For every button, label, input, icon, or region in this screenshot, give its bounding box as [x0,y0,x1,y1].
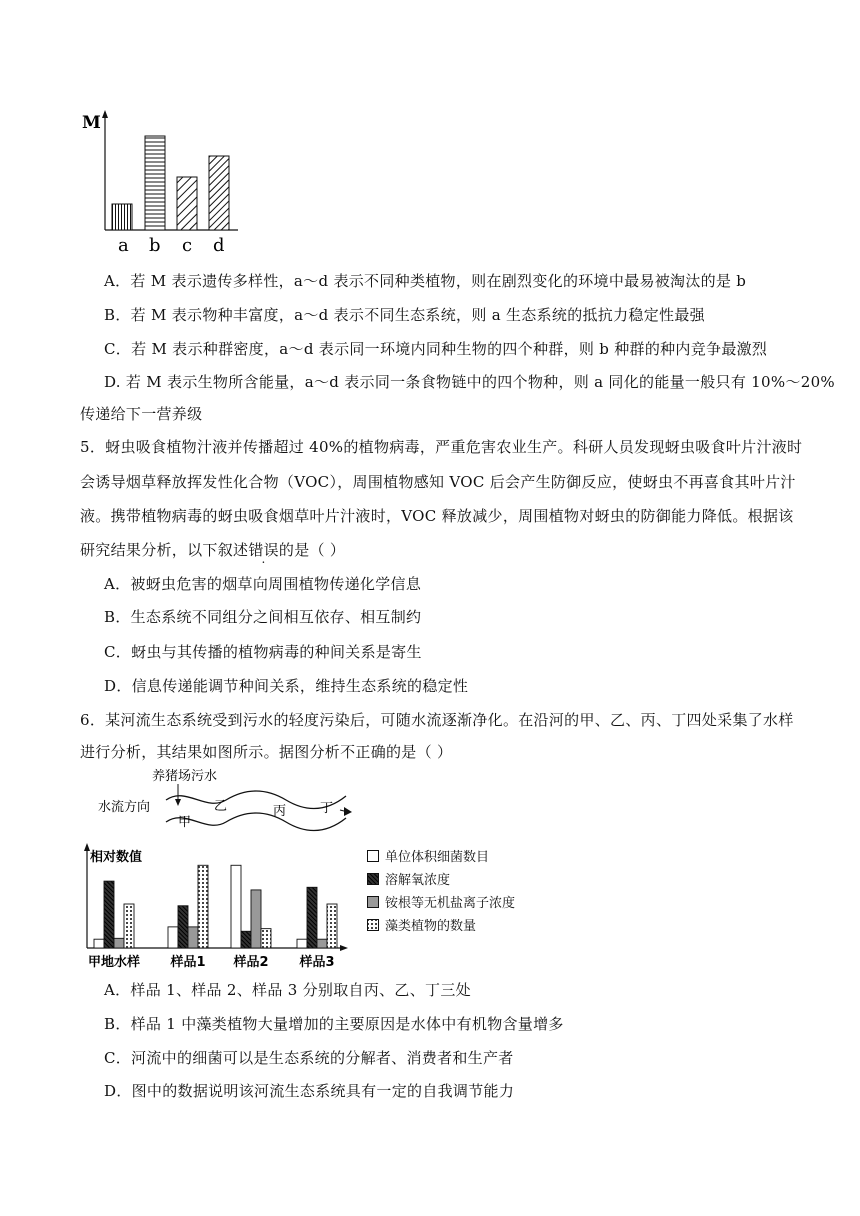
q4-x-label-d: d [213,235,225,256]
bar-bacteria-2 [168,927,178,948]
legend-label-oxygen: 溶解氧浓度 [385,873,451,888]
q4-option-d: D. 若 M 表示生物所含能量，a～d 表示同一条食物链中的四个物种，则 a 同化的能量一般只有 10%～20% [104,373,835,391]
q5-option-d: D．信息传递能调节种间关系，维持生态系统的稳定性 [104,677,469,695]
site-jia: 甲 [178,815,192,830]
q5-stem-line-3: 液。携带植物病毒的蚜虫吸食烟草叶片汁液时，VOC 释放减少，周围植物对蚜虫的防御能力降低。根据该 [80,507,794,525]
legend-item-algae [367,913,515,936]
bar-oxygen-3 [241,931,251,948]
bar-algae-4 [327,904,337,948]
bar-algae-3 [261,929,271,948]
q6-option-b: B．样品 1 中藻类植物大量增加的主要原因是水体中有机物含量增多 [104,1015,564,1033]
legend-label-bacteria: 单位体积细菌数目 [385,850,490,865]
bar-ammonium-4 [317,939,327,948]
river-diagram [90,766,370,838]
q4-bar-c [177,177,197,230]
x-axis-arrow-icon [340,945,348,951]
site-bing: 丙 [273,804,287,819]
flow-direction-label: 水流方向 [98,800,151,815]
bar-oxygen-2 [178,906,188,948]
pig-farm-sewage-label: 养猪场污水 [152,769,218,784]
bar-bacteria-3 [231,865,241,948]
q4-x-label-c: c [182,235,193,256]
q5-stem-prefix: 研究结果分析，以下叙述 [80,541,249,559]
q4-y-label: M [82,113,101,133]
bar-bacteria-4 [297,939,307,948]
q4-bar-b [145,136,165,230]
q5-stem-line-2: 会诱导烟草释放挥发性化合物（VOC），周围植物感知 VOC 后会产生防御反应，使蚜虫不再喜食其叶片汁 [80,473,796,491]
q5-stem-line-1: 5．蚜虫吸食植物汁液并传播超过 40%的植物病毒，严重危害农业生产。科研人员发现蚜虫吸食叶片汁液时 [80,438,803,456]
q4-option-a: A．若 M 表示遗传多样性，a～d 表示不同种类植物，则在剧烈变化的环境中最易被淘汰的是 b [104,272,747,290]
site-ding: 丁 [320,801,334,816]
q6-stem-line-1: 6．某河流生态系统受到污水的轻度污染后，可随水流逐渐净化。在沿河的甲、乙、丙、丁四处采集了水样 [80,711,794,729]
q5-option-b: B．生态系统不同组分之间相互依存、相互制约 [104,608,422,626]
q4-x-label-a: a [118,235,129,256]
bar-oxygen-4 [307,887,317,948]
q6-option-d: D．图中的数据说明该河流生态系统具有一定的自我调节能力 [104,1082,515,1100]
q5-option-a: A．被蚜虫危害的烟草向周围植物传递化学信息 [104,575,422,593]
q6-legend [367,844,515,936]
q6-option-c: C．河流中的细菌可以是生态系统的分解者、消费者和生产者 [104,1049,514,1067]
q6-bar-chart [78,842,358,972]
q4-bar-chart [78,108,248,258]
legend-label-algae: 藻类植物的数量 [385,919,477,934]
bar-algae-1 [124,904,134,948]
sewage-arrow-icon [175,799,181,806]
flow-arrow-icon [344,807,352,816]
y-axis-label: 相对数值 [90,850,143,865]
legend-item-oxygen [367,867,515,890]
bar-ammonium-3 [251,890,261,948]
q5-option-c: C．蚜虫与其传播的植物病毒的种间关系是寄生 [104,643,422,661]
q4-x-label-b: b [149,235,161,256]
site-yi: 乙 [214,799,228,814]
legend-item-bacteria [367,844,515,867]
legend-label-ammonium: 铵根等无机盐离子浓度 [385,896,516,911]
q4-option-b: B．若 M 表示物种丰富度，a～d 表示不同生态系统，则 a 生态系统的抵抗力稳定性最强 [104,306,705,324]
bar-ammonium-2 [188,927,198,948]
x-tick-label-3: 样品2 [233,955,269,970]
q4-bar-d [209,156,229,230]
bar-algae-2 [198,865,208,948]
q4-bar-a [112,204,132,230]
x-tick-label-2: 样品1 [170,955,206,970]
q5-stem-suffix: 的是（ ） [278,541,346,559]
legend-item-ammonium [367,890,515,913]
x-tick-label-4: 样品3 [299,955,335,970]
q6-option-a: A．样品 1、样品 2、样品 3 分别取自丙、乙、丁三处 [104,981,471,999]
q5-stem-line-4 [80,540,345,560]
bar-ammonium-1 [114,938,124,948]
x-tick-label-1: 甲地水样 [87,955,141,970]
q5-emphasis-word: 错误 [248,541,279,559]
q6-stem-line-2: 进行分析，其结果如图所示。据图分析不正确的是（ ） [80,743,453,761]
q4-option-d-cont: 传递给下一营养级 [80,405,203,423]
bar-oxygen-1 [104,881,114,948]
bar-bacteria-1 [94,939,104,948]
q4-option-c: C．若 M 表示种群密度，a～d 表示同一环境内同种生物的四个种群，则 b 种群的种内竞争最激烈 [104,340,768,358]
